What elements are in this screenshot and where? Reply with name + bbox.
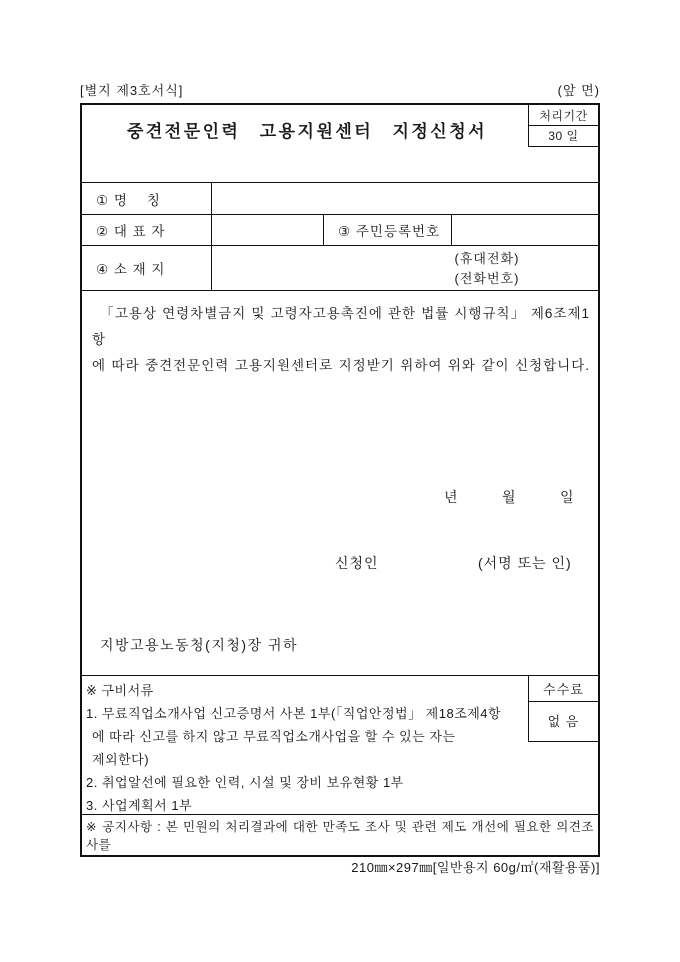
processing-period-label: 처리기간 (529, 105, 598, 126)
address-field-label: ④ 소 재 지 (82, 246, 212, 290)
application-form-table (80, 103, 600, 857)
required-documents-list (86, 679, 530, 815)
required-documents-section (82, 676, 598, 815)
declaration-line-2: 에 따라 중견전문인력 고용지원센터로 지정받기 위하여 위와 같이 신청합니다. (92, 358, 590, 373)
phone-labels (402, 249, 572, 289)
documents-header: ※ 구비서류 (86, 683, 154, 698)
name-input-cell[interactable] (212, 183, 598, 214)
field-row-name (82, 183, 598, 215)
recipient-label: 지방고용노동청(지청)장 귀하 (100, 637, 299, 653)
day-label: 일 (560, 489, 574, 505)
declaration-paragraph (92, 301, 590, 379)
page-header-labels (80, 80, 600, 99)
applicant-label: 신청인 (335, 555, 379, 571)
form-title: 중견전문인력 고용지원센터 지정신청서 (126, 122, 488, 141)
representative-field-label: ② 대 표 자 (82, 215, 212, 245)
notice-line-1: ※ 공지사항 : 본 민원의 처리결과에 대한 만족도 조사 및 관련 제도 개선에 필요한 의견조사를 (86, 820, 594, 852)
form-header-section (82, 105, 598, 183)
declaration-section (82, 291, 598, 676)
fee-box (528, 676, 598, 742)
fee-label: 수수료 (529, 676, 598, 702)
year-label: 년 (444, 489, 458, 505)
date-line (82, 487, 598, 507)
front-side-label: (앞 면) (557, 83, 600, 98)
address-input-cell[interactable] (212, 246, 598, 290)
declaration-line-1: 「고용상 연령차별금지 및 고령자고용촉진에 관한 법률 시행규칙」 제6조제1항 (92, 306, 590, 347)
name-field-label: ① 명 칭 (82, 183, 212, 214)
document-item-1-line-2: 에 따라 신고를 하지 않고 무료직업소개사업을 할 수 있는 자는 (92, 729, 456, 744)
document-item-3: 3. 사업계획서 1부 (86, 798, 193, 813)
document-item-1-line-3: 제외한다) (92, 752, 150, 767)
resident-no-field-label: ③ 주민등록번호 (324, 215, 452, 245)
phone-number-label: (전화번호) (454, 271, 520, 286)
field-row-address (82, 246, 598, 291)
fee-value: 없 음 (547, 714, 580, 729)
document-item-1-line-1: 1. 무료직업소개사업 신고증명서 사본 1부(「직업안정법」 제18조제4항 (86, 706, 502, 721)
month-label: 월 (502, 489, 516, 505)
processing-period-box (528, 105, 598, 147)
mobile-phone-label: (휴대전화) (454, 251, 520, 266)
form-code-label: [별지 제3호서식] (80, 83, 184, 98)
processing-period-value: 30 일 (548, 129, 579, 143)
resident-no-input-cell[interactable] (452, 215, 598, 245)
representative-input-cell[interactable] (212, 215, 324, 245)
field-row-representative (82, 215, 598, 246)
paper-spec-label: 210㎜×297㎜[일반용지 60g/㎡(재활용품)] (351, 860, 600, 875)
signature-line (82, 553, 598, 573)
document-item-2: 2. 취업알선에 필요한 인력, 시설 및 장비 보유현황 1부 (86, 775, 404, 790)
notice-section (82, 815, 598, 855)
sign-or-seal-label: (서명 또는 인) (478, 555, 572, 571)
notice-line-2 (86, 854, 594, 855)
